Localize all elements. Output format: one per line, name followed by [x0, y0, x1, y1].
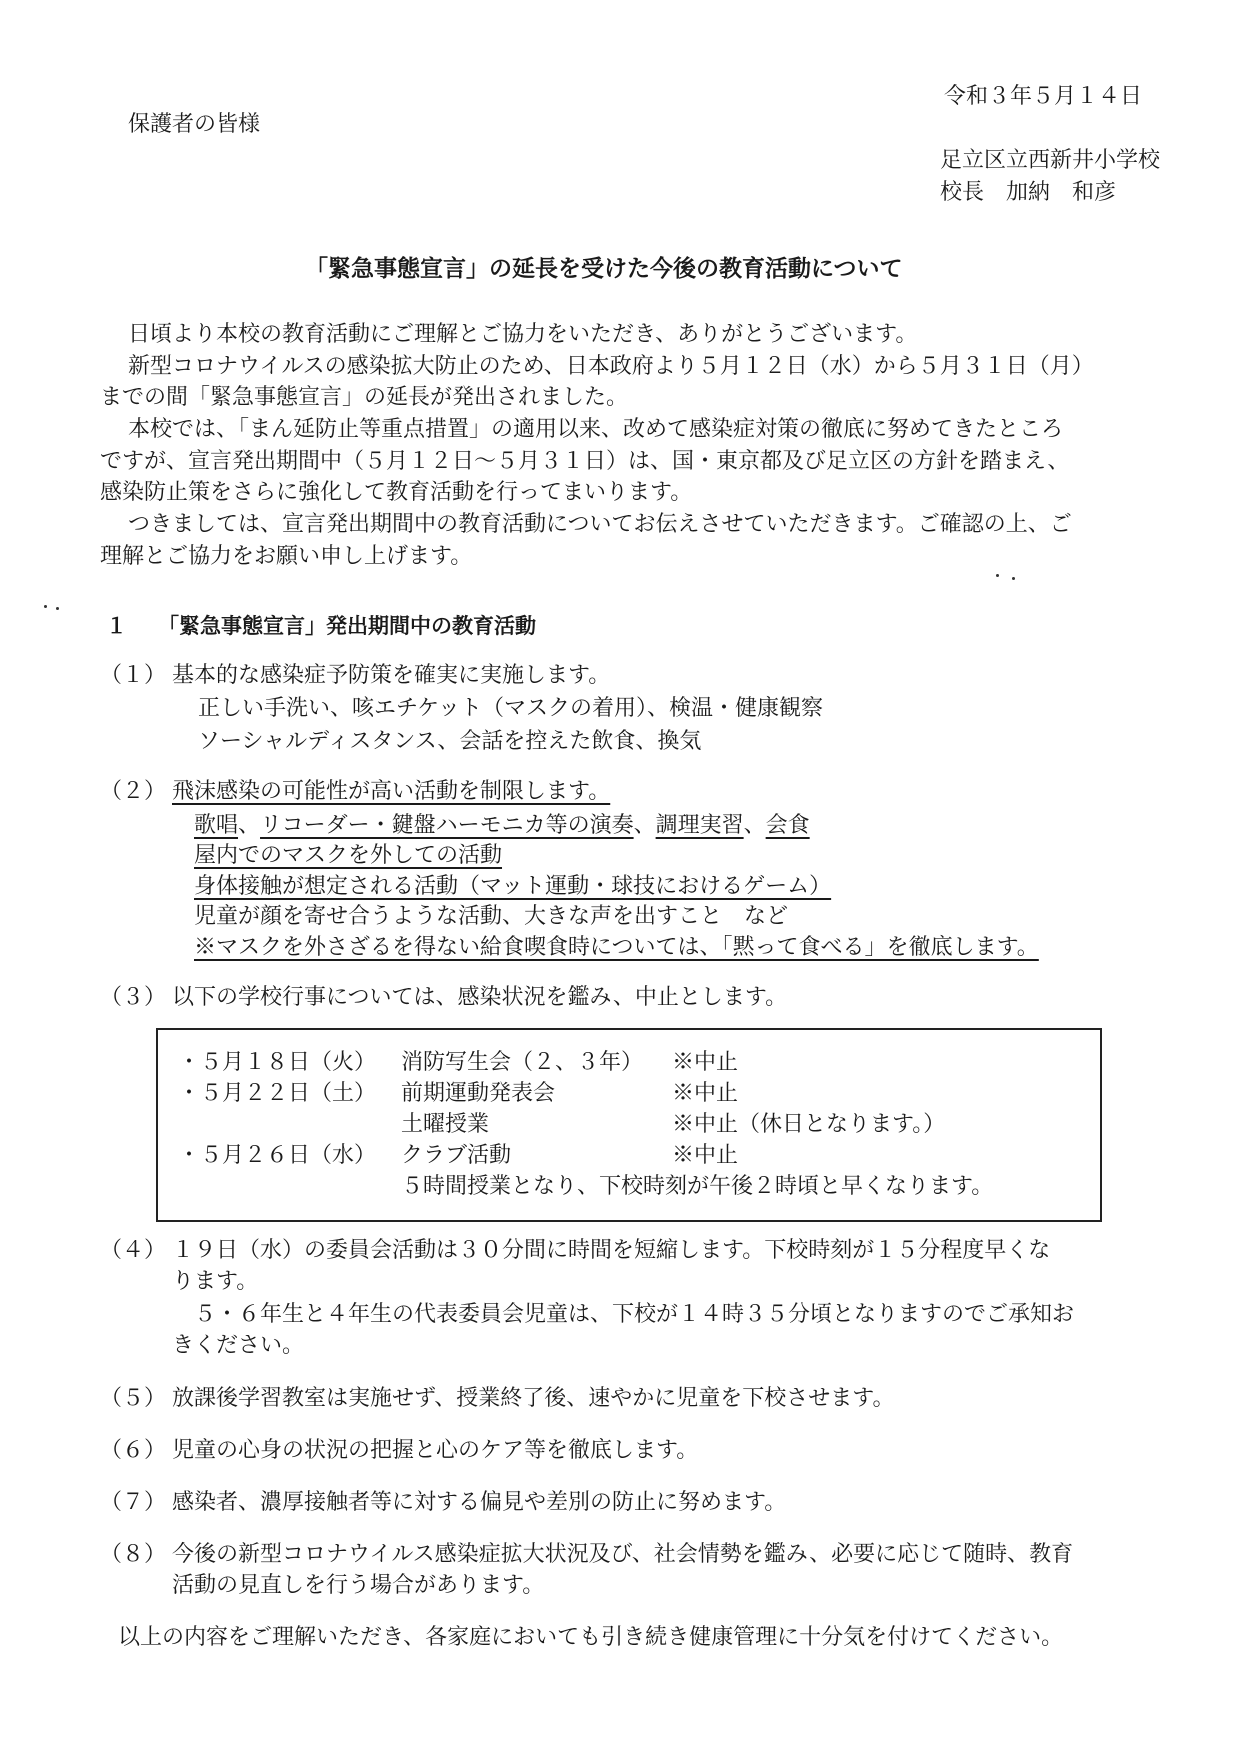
date: 令和３年５月１４日 [944, 84, 1143, 109]
section-number: １ [106, 614, 127, 638]
scan-speck [44, 605, 47, 608]
scan-speck [996, 574, 999, 577]
restricted-activities [194, 815, 810, 837]
item-number: （５） [100, 1386, 167, 1411]
intro-line: ですが、宣言発出期間中（５月１２日～５月３１日）は、国・東京都及び足立区の方針を踏まえ、 [100, 449, 1070, 474]
item-number: （６） [100, 1438, 167, 1463]
activity-cooking: 調理実習 [655, 813, 744, 838]
item-number: （７） [100, 1490, 167, 1515]
item-text: ります。 [172, 1269, 259, 1294]
intro-line: 感染防止策をさらに強化して教育活動を行ってまいります。 [100, 480, 693, 505]
separator: 、 [743, 813, 766, 838]
item-number: （８） [100, 1542, 167, 1567]
intro-line: 本校では、「まん延防止等重点措置」の適用以来、改めて感染症対策の徹底に努めてきたところ [128, 417, 1064, 442]
principal-name: 校長 加納 和彦 [940, 180, 1117, 205]
event-status: ※中止 [672, 1143, 739, 1168]
event-name: クラブ活動 [401, 1143, 512, 1168]
item-text: 活動の見直しを行う場合があります。 [172, 1573, 545, 1598]
event-name: 土曜授業 [401, 1112, 490, 1137]
item-text: ５・６年生と４年生の代表委員会児童は、下校が１４時３５分頃となりますのでご承知お [194, 1302, 1075, 1327]
item-sub: ソーシャルディスタンス、会話を控えた飲食、換気 [198, 729, 702, 754]
separator: 、 [633, 813, 656, 838]
activity-instruments: リコーダー・鍵盤ハーモニカ等の演奏 [260, 813, 634, 838]
item-text: 飛沫感染の可能性が高い活動を制限します。 [172, 779, 611, 804]
item-number: （３） [100, 985, 167, 1010]
activity-dining: 会食 [765, 813, 810, 838]
item-text: 放課後学習教室は実施せず、授業終了後、速やかに児童を下校させます。 [172, 1386, 895, 1411]
item-number: （１） [100, 663, 167, 688]
event-status: ※中止 [672, 1050, 739, 1075]
item-text: １９日（水）の委員会活動は３０分間に時間を短縮します。下校時刻が１５分程度早くな [172, 1238, 1051, 1263]
item-text: 感染者、濃厚接触者等に対する偏見や差別の防止に努めます。 [172, 1490, 787, 1515]
document-title: 「緊急事態宣言」の延長を受けた今後の教育活動について [305, 256, 903, 282]
item-sub: 身体接触が想定される活動（マット運動・球技におけるゲーム） [194, 874, 832, 899]
closing-statement: 以上の内容をご理解いただき、各家庭においても引き続き健康管理に十分気を付けてください。 [118, 1625, 1064, 1650]
item-number: （２） [100, 779, 167, 804]
item-text: 今後の新型コロナウイルス感染症拡大状況及び、社会情勢を鑑み、必要に応じて随時、教育 [172, 1542, 1074, 1567]
school-name: 足立区立西新井小学校 [940, 148, 1161, 173]
item-text: 基本的な感染症予防策を確実に実施します。 [172, 663, 611, 688]
separator: 、 [238, 813, 261, 838]
item-sub: 屋内でのマスクを外しての活動 [194, 843, 503, 868]
recipient: 保護者の皆様 [128, 112, 261, 137]
event-date: ・５月１８日（火） [178, 1050, 377, 1075]
intro-line: 新型コロナウイルスの感染拡大防止のため、日本政府より５月１２日（水）から５月３１日（月） [128, 354, 1094, 379]
item-text: きください。 [172, 1333, 305, 1358]
item-sub: ※マスクを外さざるを得ない給食喫食時については、「黙って食べる」を徹底します。 [194, 935, 1039, 960]
intro-line: つきましては、宣言発出期間中の教育活動についてお伝えさせていただきます。ご確認の上、ご [128, 512, 1072, 537]
event-status: ※中止（休日となります。） [672, 1112, 946, 1137]
event-status: ※中止 [672, 1081, 739, 1106]
section-heading: 「緊急事態宣言」発出期間中の教育活動 [158, 614, 536, 638]
item-text: 児童の心身の状況の把握と心のケア等を徹底します。 [172, 1438, 699, 1463]
event-name: 消防写生会（２、３年） [401, 1050, 644, 1075]
intro-line: までの間「緊急事態宣言」の延長が発出されました。 [100, 385, 629, 410]
item-sub: 正しい手洗い、咳エチケット（マスクの着用）、検温・健康観察 [198, 696, 824, 721]
item-number: （４） [100, 1238, 167, 1263]
item-sub: 児童が顔を寄せ合うような活動、大きな声を出すこと など [194, 904, 789, 929]
intro-line: 理解とご協力をお願い申し上げます。 [100, 544, 473, 569]
event-note: ５時間授業となり、下校時刻が午後２時頃と早くなります。 [401, 1174, 994, 1199]
event-date: ・５月２２日（土） [178, 1081, 377, 1106]
activity-singing: 歌唱 [194, 813, 239, 838]
intro-line: 日頃より本校の教育活動にご理解とご協力をいただき、ありがとうございます。 [128, 322, 918, 347]
scan-speck [56, 607, 59, 610]
item-text: 以下の学校行事については、感染状況を鑑み、中止とします。 [172, 985, 788, 1010]
scan-speck [1012, 577, 1015, 580]
event-name: 前期運動発表会 [401, 1081, 556, 1106]
event-date: ・５月２６日（水） [178, 1143, 377, 1168]
